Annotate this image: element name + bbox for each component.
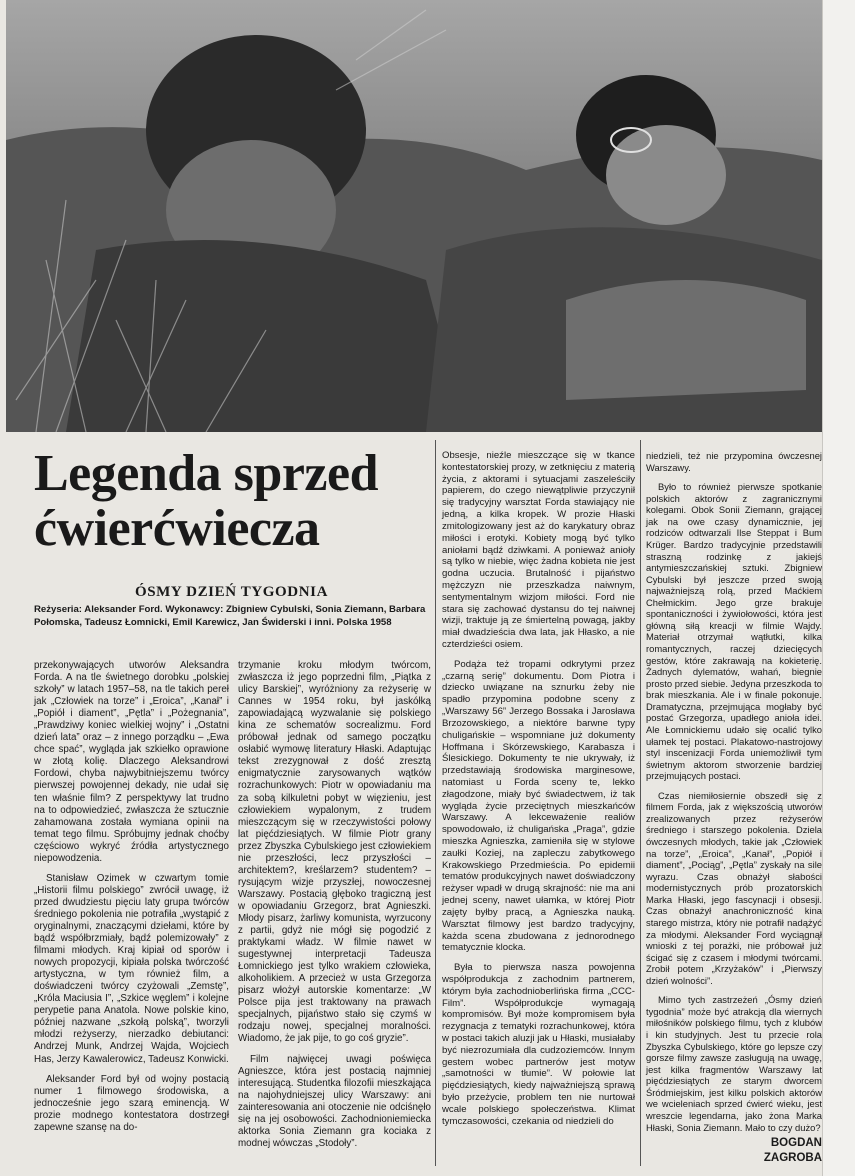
paragraph: Film najwięcej uwagi poświęca Agnieszce, która jest postacią najmniej interesującą. Studentka filozofii mieszkająca na najohydniejszej ulicy Warszawy: ani zainteresowania ani otoczenie nie odciśnęło się na jej osobowości. Zachodnioniemiecka aktorka Sonia Ziemann gra kociaka z modnej wówczas „Stodoły”. <box>238 1053 431 1149</box>
column-2 <box>238 660 431 1158</box>
paragraph: Czas niemiłosiernie obszedł się z filmem Forda, jak z większością utworów zrealizowanych przez reżyserów średniego i starszego pokolenia. Dziela ówczesnych młodych, takie jak „Człowiek na torze”, „Eroica”, „Kanał”, „Popiół i diament”, „Pociąg”, „Pętla” zyskały na sile wyrazu. Czas obnażył słabości modernistycznych prób prozatorskich Marka Hłaski, jego fascynacji i obsesji. Czas obnażył anachroniczność kina starego mistrza, który nie potrafił nadążyć za młodymi. Aleksander Ford wyciągnął wnioski z tej porażki, nie próbował już ścigać się z czasem i młodymi twórcami. Zrobił potem „Krzyżaków” i „Pierwszy dzień wolności”. <box>646 789 822 986</box>
film-credits: Reżyseria: Aleksander Ford. Wykonawcy: Zbigniew Cybulski, Sonia Ziemann, Barbara Połomska, Tadeusz Łomnicki, Emil Karewicz, Jan Świderski i inni. Polska 1958 <box>34 604 426 628</box>
paragraph: Stanisław Ozimek w czwartym tomie „Historii filmu polskiego” zwrócił uwagę, iż przed dwudziestu pięciu laty grupa twórców średniego pokolenia nie potrafiła „wystąpić z oryginalnymi, znaczącymi dziełami, które by bądź współbrzmiały, bądź polemizowały” z filmami młodych. Kraj kipiał od sporów i nowych propozycji, kipiała polska twórczość artystyczna, w tym również film, a doświadczeni twórcy czyżowali „Zemstę”, „Króla Maciusia I”, „Szkice węglem” i kolejne perypetie pana Anatola. Nowe polskie kino, później nazwane „szkołą polską”, tworzyli młodzi reżyserzy, nierzadko debiutanci: Andrzej Munk, Andrzej Wajda, Wojciech Has, Jerzy Kawalerowicz, Tadeusz Konwicki. <box>34 872 229 1065</box>
author-last-name: ZAGROBA <box>763 1152 822 1164</box>
author-first-name: BOGDAN <box>770 1137 822 1149</box>
paragraph: Podąża też tropami odkrytymi przez „czarną serię” dokumentu. Dom Piotra i dziecko uwiązane na sznurku żeby nie spadło przypomina podobne sceny z „Warszawy 56” Jerzego Bossaka i Jarosława Brzozowskiego, a niektóre barwne typy chuligańskie – wspomniane już dokumenty Hoffmana i Skórzewskiego, Karabasza i Ślesickiego. Dokumenty te nie ukrywały, iż przedstawiają środowiska marginesowe, natomiast u Forda sceny te, lekko złagodzone, miały być świadectwem, iż tak wygląda życie przeciętnych mieszkańców Warszawy. A lekceważenie realiów spowodowało, iż chuligańska „Praga”, gdzie mieszka Agnieszka, zamieniła się w stylowe zaułki Koziej, na zapleczu zabytkowego Krakowskiego Przedmieścia. Po epidemii tematów produkcyjnych nawet doświadczony reżyser wpadł w drugą skrajność: nie ma ani jednej sceny, nawet ułamka, w której Piotr zajęty byłby pracą, a Agnieszka nauką. Warsztat filmowy jest bardzo tradycyjny, każda scena zbudowana z jednorodnego tematycznie klocka. <box>442 658 635 954</box>
headline: Legenda sprzed ćwierćwiecza <box>34 445 378 557</box>
paragraph: niedzieli, też nie przypomina ówczesnej Warszawy. <box>646 450 822 473</box>
column-divider <box>640 440 641 1166</box>
column-divider <box>435 440 436 1166</box>
paragraph: przekonywających utworów Aleksandra Forda. A na tle świetnego dorobku „polskiej szkoły” w latach 1957–58, na tle takich pereł jak „Człowiek na torze” i „Eroica”, „Kanał” i „Popiół i diament”, „Pętla” i „Pożegnania”, „Prawdziwy koniec wielkiej wojny” i „Ostatni dzień lata” oraz – z innego porządku – „Ewa chce spać”, wygląda jak szkiełko oprawione w złotą kolię. Dlaczego Aleksandrowi Fordowi, chyba najwybitniejszemu twórcy pierwszej powojennej dekady, nie udał się ten właśnie film? Z perspektywy lat trudno na to odpowiedzieć, zwłaszcza że sztucznie zahamowana została wymiana opinii na temat tego filmu. Spróbujmy jednak choćby częściowo wykryć źródła artystycznego niepowodzenia. <box>34 660 229 864</box>
paragraph: Mimo tych zastrzeżeń „Ósmy dzień tygodnia” może być atrakcją dla wiernych miłośników polskiego filmu, tych z klubów i kin studyjnych. Jest tu przecie rola Zbyszka Cybulskiego, które go lepsze czy gorsze filmy zawsze zasługują na uwagę, jest kilka fragmentów Warszawy lat pięćdziesiątych ze starym dworcem Śródmiejskim, jest kilku polskich aktorów we wcieleniach sprzed ćwierć wieku, jest wreszcie legendarna, jako żona Marka Hłaski, Sonia Ziemann. Mało to czy dużo? <box>646 994 822 1133</box>
paragraph: Była to pierwsza nasza powojenna współprodukcja z zachodnim partnerem, którym była zachodnioberlińska firma „CCC-Film”. Współprodukcje wymagają kompromisów. Był może kompromisem była rezygnacja z tematyki rozrachunkowej, która w postaci takich aluzji jak u Hłaski, musiałaby być niezrozumiała dla cudzoziemców. Innym gestem wobec partnerów jest motyw „samotności w tłumie”. W połowie lat pięćdziesiątych, kiedy najważniejszą sprawą było przeżycie, problem ten nie nurtował wcale polskiego społeczeństwa. Klimat tymczasowości, czekania od niedzieli do <box>442 962 635 1127</box>
paragraph: Aleksander Ford był od wojny postacią numer 1 filmowego środowiska, a jednocześnie jego szarą eminencją. W prozie modnego kontestatora dostrzegł zapewne szansę na do- <box>34 1073 229 1133</box>
film-title-subheading: ÓSMY DZIEŃ TYGODNIA <box>134 584 329 600</box>
film-still-photo <box>6 0 822 432</box>
scan-margin <box>822 0 855 1176</box>
column-1 <box>34 660 229 1142</box>
paragraph: trzymanie kroku młodym twórcom, zwłaszcza iż jego poprzedni film, „Piątka z ulicy Barskiej”, wyróżniony za reżyserię w Cannes w 1954 roku, był jaskółką zapowiadającą wyzwalanie się polskiego kina ze schematów socrealizmu. Ford próbował jednak od samego początku osłabić wymowę literatury Hłaski. Adaptując tekst zrezygnował z dość zresztą enigmatycznie zarysowanych wątków rozrachunkowych: Piotr w opowiadaniu ma za sobą kilkuletni pobyt w więzieniu, jest człowiekiem wypalonym, z trudem mieszczącym się w rzeczywistości połowy lat pięćdziesiątych. W filmie Piotr grany przez Zbyszka Cybulskiego jest człowiekiem nie przeszłości, lecz przyszłości – architektem?, kreślarzem? studentem? – rysującym wizje przyszłej, nowoczesnej Warszawy. Postacią głęboko tragiczną jest w opowiadaniu Grzegorz, brat Agnieszki. Młody pisarz, żarliwy komunista, wyrzucony z partii, gdyż nie mógł się pogodzić z praktykami władz. W filmie nawet w sugestywnej interpretacji Tadeusza Łomnickiego jest tylko wrakiem człowieka, alkoholikiem. A przecież w usta Grzegorza pisarz włożył autorskie komentarze: „W Polsce pija jest traktowany na prawach specjalnych, pijaństwo stało się czymś w rodzaju nowej, specjalnej moralności. Wiadomo, że jak pije, to go coś gryzie”. <box>238 660 431 1045</box>
column-3 <box>442 450 635 1136</box>
author-byline <box>742 1136 822 1166</box>
column-4 <box>646 450 822 1141</box>
paragraph: Było to również pierwsze spotkanie polskich aktorów z zagranicznymi kolegami. Obok Sonii Ziemann, grającej jak na owe czasy dynamicznie, jej rodziców odtwarzali Ilse Steppat i Bum Krüger. Bardzo tradycyjnie przedstawili straszną rodzinkę z jakiejś antymieszczańskiej sztuki. Zbigniew Cybulski był jeszcze przed swoją najważniejszą rolą, przed Maćkiem Chełmickim. Jego grze brakuje spontaniczności i żywiołowości, która jest główną siłą kreacji w filmie Wajdy. Materiał otrzymał wątłutki, kilka romantycznych, raczej dziecięcych gestów, które zakrawają na kokieterię. Żadnych dylematów, wahań, biegnie prosto przed siebie. Jedyna przeszkoda to brak mieszkania. Ale i w finale pokonuje. Dramatyczna, przejmująca mogłaby być postać Grzegorza, upadłego anioła idei. Ale Łomnickiemu udało się ocalić tylko ułamek tej postaci. Plakatowo-nastrojowy styl inscenizacji Forda uniemożliwił tym świetnym aktorom stworzenie bardziej przejmujących postaci. <box>646 481 822 782</box>
paragraph: Obsesje, nieźle mieszczące się w tkance kontestatorskiej prozy, w zetknięciu z materią życia, z aktorami i sytuacjami zaszeleściły papierem, do czego niewątpliwie przyczynił się tradycyjny warsztat Forda stawiający nie jedną, a kilka kropek. W prozie Hłaski zmitologizowany jest aż do karykatury obraz miłości i erotyki. Kobiety mogą być tylko aniołami bądź dziwkami. A ponieważ anioły są tylko w niebie, więc żadna kobieta nie jest godna uczucia. Brutalność i pijaństwo mężczyzn nie przeszkadza naiwnym, sentymentalnym wizjom miłości. Ford nie stara się zachować dystansu do tej naiwnej wizji, traktuje ją ze śmiertelną powagą, jakby miał dwadzieścia dwa lata, jak Hłasko, a nie czterdzieści osiem. <box>442 450 635 650</box>
